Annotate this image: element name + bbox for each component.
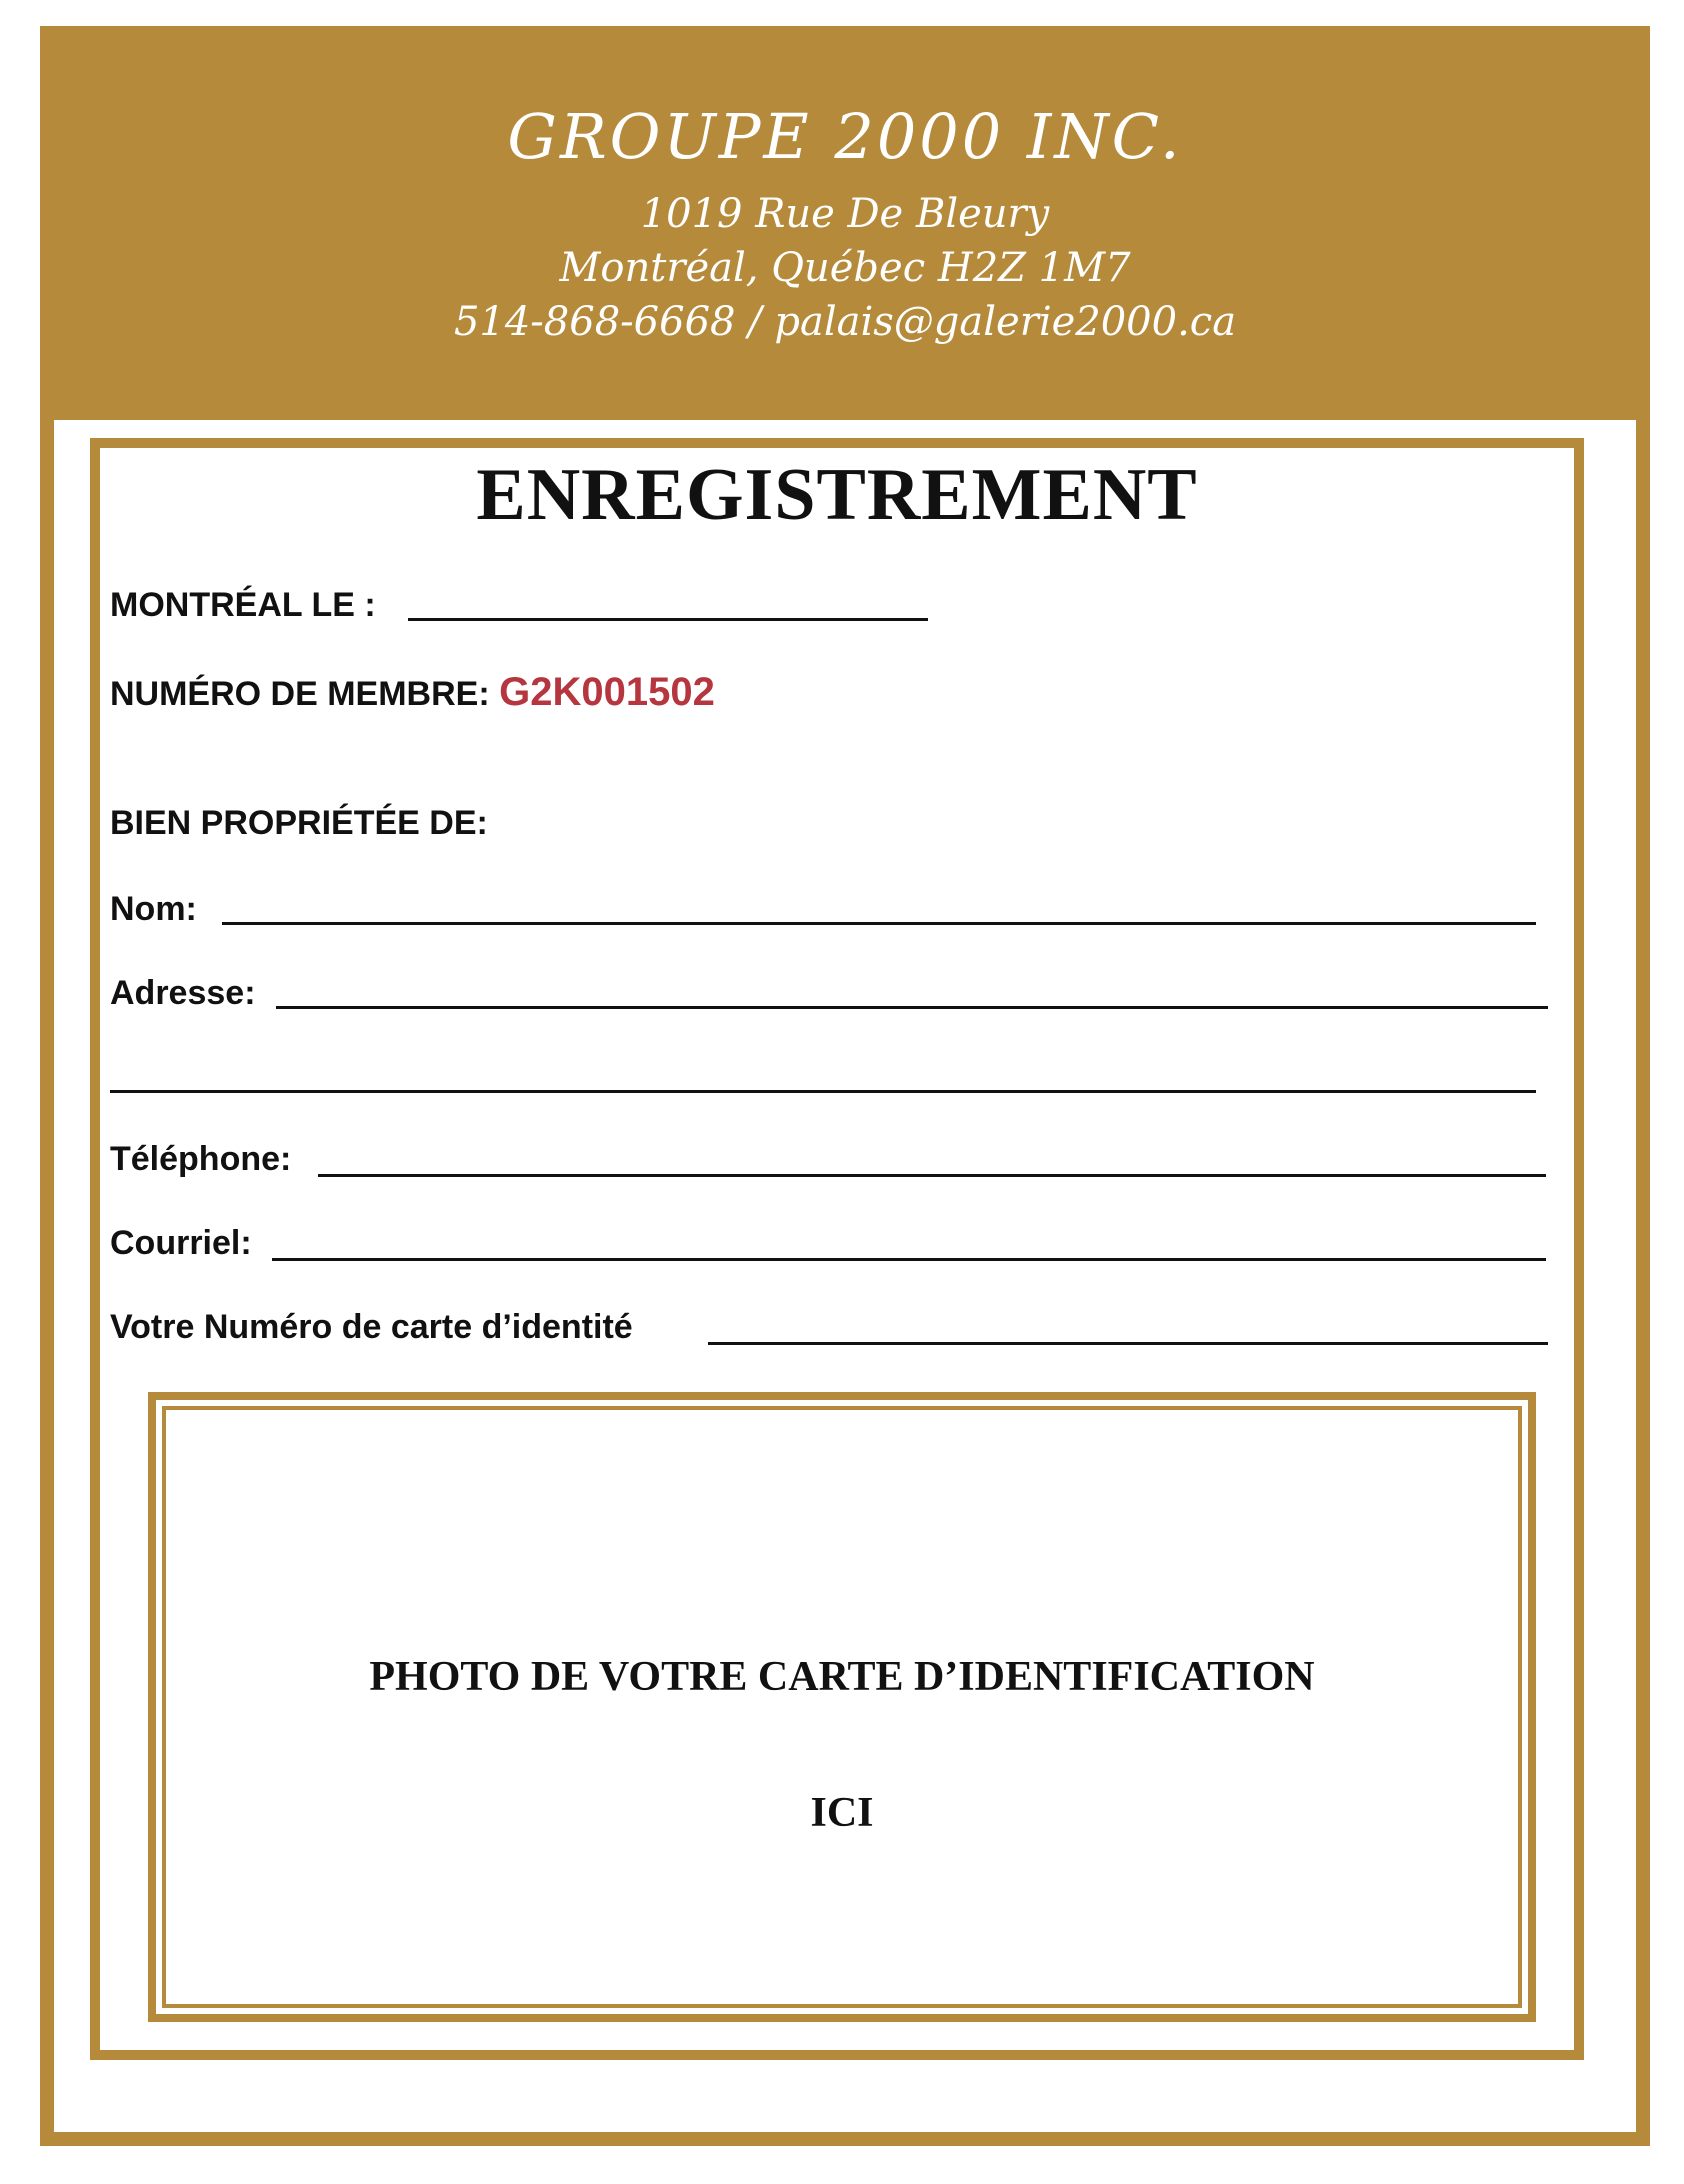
id-number-field[interactable] (708, 1342, 1548, 1345)
photo-instruction: PHOTO DE VOTRE CARTE D’IDENTIFICATION (369, 1654, 1315, 1700)
contact-info: 514-868-6668 / palais@galerie2000.ca (453, 299, 1237, 345)
phone-label: Téléphone: (110, 1140, 292, 1178)
id-number-label: Votre Numéro de carte d’identité (110, 1308, 633, 1346)
address-field[interactable] (276, 1006, 1548, 1009)
member-number-label: NUMÉRO DE MEMBRE: (110, 675, 490, 713)
email-label: Courriel: (110, 1224, 252, 1262)
phone-field[interactable] (318, 1174, 1546, 1177)
photo-instruction-here: ICI (810, 1790, 874, 1836)
name-label: Nom: (110, 890, 197, 928)
form-title: ENREGISTREMENT (476, 454, 1198, 536)
name-field[interactable] (222, 922, 1536, 925)
id-photo-box-inner-border (162, 1406, 1522, 2008)
email-field[interactable] (272, 1258, 1546, 1261)
city-address: Montréal, Québec H2Z 1M7 (559, 245, 1131, 291)
date-field[interactable] (408, 618, 928, 621)
street-address: 1019 Rue De Bleury (640, 191, 1050, 237)
address-label: Adresse: (110, 974, 256, 1012)
date-label: MONTRÉAL LE : (110, 586, 376, 624)
owner-heading: BIEN PROPRIÉTÉE DE: (110, 804, 488, 842)
address-field-line2[interactable] (110, 1090, 1536, 1093)
letterhead (40, 26, 1650, 420)
member-number-value: G2K001502 (499, 670, 715, 714)
member-number-row (110, 672, 715, 712)
company-name: GROUPE 2000 INC. (507, 100, 1183, 173)
